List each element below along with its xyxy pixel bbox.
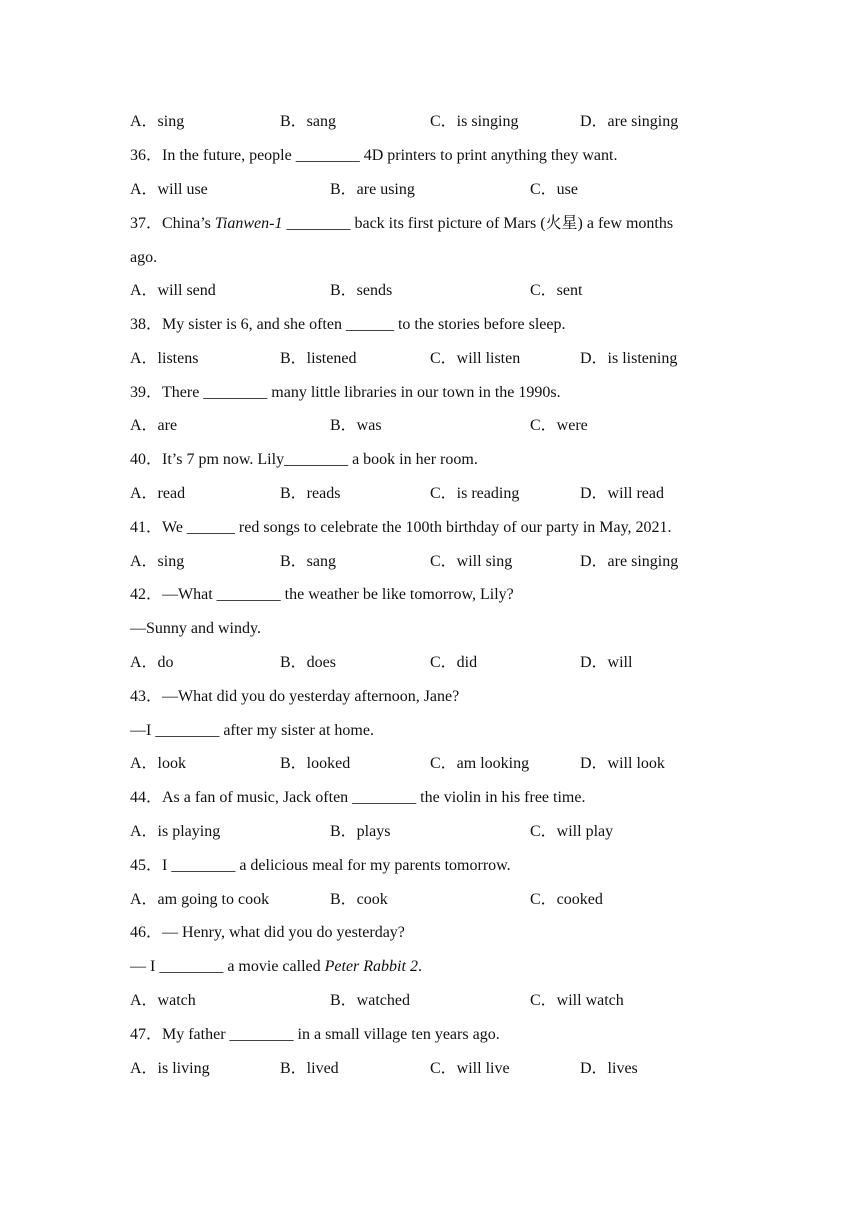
question-37-stem: 37．China’s Tianwen-1 ________ back its first picture of Mars (火星) a few months [130,215,674,232]
option-c[interactable]: C．did [430,654,478,671]
option-b[interactable]: B．are using [330,181,415,198]
option-c[interactable]: C．sent [530,282,583,299]
options-q35 [130,111,770,133]
option-c[interactable]: C．cooked [530,891,603,908]
option-d[interactable]: D．are singing [580,553,679,570]
question-41-stem: 41．We ______ red songs to celebrate the 100th birthday of our party in May, 2021. [130,519,672,536]
option-c[interactable]: C．will play [530,823,614,840]
option-a[interactable]: A．listens [130,350,199,367]
options-q43 [130,753,770,775]
option-a[interactable]: A．are [130,417,178,434]
question-44-stem: 44．As a fan of music, Jack often ________ the violin in his free time. [130,789,586,806]
question-40-stem: 40．It’s 7 pm now. Lily________ a book in her room. [130,451,478,468]
option-b[interactable]: B．listened [280,350,357,367]
options-q38 [130,348,770,370]
question-42-stem: 42．—What ________ the weather be like tomorrow, Lily? [130,586,514,603]
question-43-stem: 43．—What did you do yesterday afternoon, Jane? [130,688,460,705]
option-a[interactable]: A．sing [130,553,185,570]
option-a[interactable]: A．watch [130,992,196,1009]
option-d[interactable]: D．are singing [580,113,679,130]
option-b[interactable]: B．reads [280,485,341,502]
option-b[interactable]: B．does [280,654,337,671]
question-45-stem: 45．I ________ a delicious meal for my parents tomorrow. [130,857,511,874]
option-a[interactable]: A．look [130,755,187,772]
option-d[interactable]: D．lives [580,1060,638,1077]
option-c[interactable]: C．am looking [430,755,530,772]
option-a[interactable]: A．am going to cook [130,891,270,908]
options-q36 [130,179,770,201]
option-c[interactable]: C．is singing [430,113,519,130]
option-b[interactable]: B．sang [280,113,337,130]
question-36-stem: 36．In the future, people ________ 4D printers to print anything they want. [130,147,618,164]
option-b[interactable]: B．watched [330,992,410,1009]
question-43-reply: —I ________ after my sister at home. [130,722,374,739]
option-a[interactable]: A．is playing [130,823,221,840]
question-46-reply: — I ________ a movie called Peter Rabbit 2. [130,958,422,975]
options-q40 [130,483,770,505]
option-a[interactable]: A．will use [130,181,208,198]
option-d[interactable]: D．will look [580,755,665,772]
option-b[interactable]: B．sends [330,282,393,299]
question-39-stem: 39．There ________ many little libraries in our town in the 1990s. [130,384,561,401]
question-42-reply: —Sunny and windy. [130,620,261,637]
option-b[interactable]: B．lived [280,1060,339,1077]
option-b[interactable]: B．was [330,417,382,434]
option-a[interactable]: A．read [130,485,186,502]
options-q39 [130,415,770,437]
option-c[interactable]: C．will live [430,1060,510,1077]
options-q46 [130,990,770,1012]
question-47-stem: 47．My father ________ in a small village ten years ago. [130,1026,500,1043]
option-b[interactable]: B．sang [280,553,337,570]
options-q42 [130,652,770,674]
option-c[interactable]: C．use [530,181,579,198]
options-q41 [130,551,770,573]
option-b[interactable]: B．plays [330,823,391,840]
mission-name: Tianwen-1 [214,215,283,232]
option-a[interactable]: A．is living [130,1060,210,1077]
option-d[interactable]: D．will [580,654,633,671]
option-c[interactable]: C．will watch [530,992,624,1009]
option-a[interactable]: A．sing [130,113,185,130]
option-c[interactable]: C．were [530,417,588,434]
option-c[interactable]: C．will listen [430,350,521,367]
options-q47 [130,1058,770,1080]
option-b[interactable]: B．looked [280,755,351,772]
question-38-stem: 38．My sister is 6, and she often ______ to the stories before sleep. [130,316,566,333]
option-a[interactable]: A．do [130,654,174,671]
options-q37 [130,280,770,302]
options-q44 [130,821,770,843]
option-c[interactable]: C．will sing [430,553,513,570]
option-b[interactable]: B．cook [330,891,388,908]
option-d[interactable]: D．will read [580,485,664,502]
option-a[interactable]: A．will send [130,282,216,299]
options-q45 [130,889,770,911]
question-46-stem: 46．— Henry, what did you do yesterday? [130,924,405,941]
option-c[interactable]: C．is reading [430,485,520,502]
question-37-stem-continued: ago. [130,249,158,266]
movie-title: Peter Rabbit 2 [324,958,418,975]
option-d[interactable]: D．is listening [580,350,678,367]
